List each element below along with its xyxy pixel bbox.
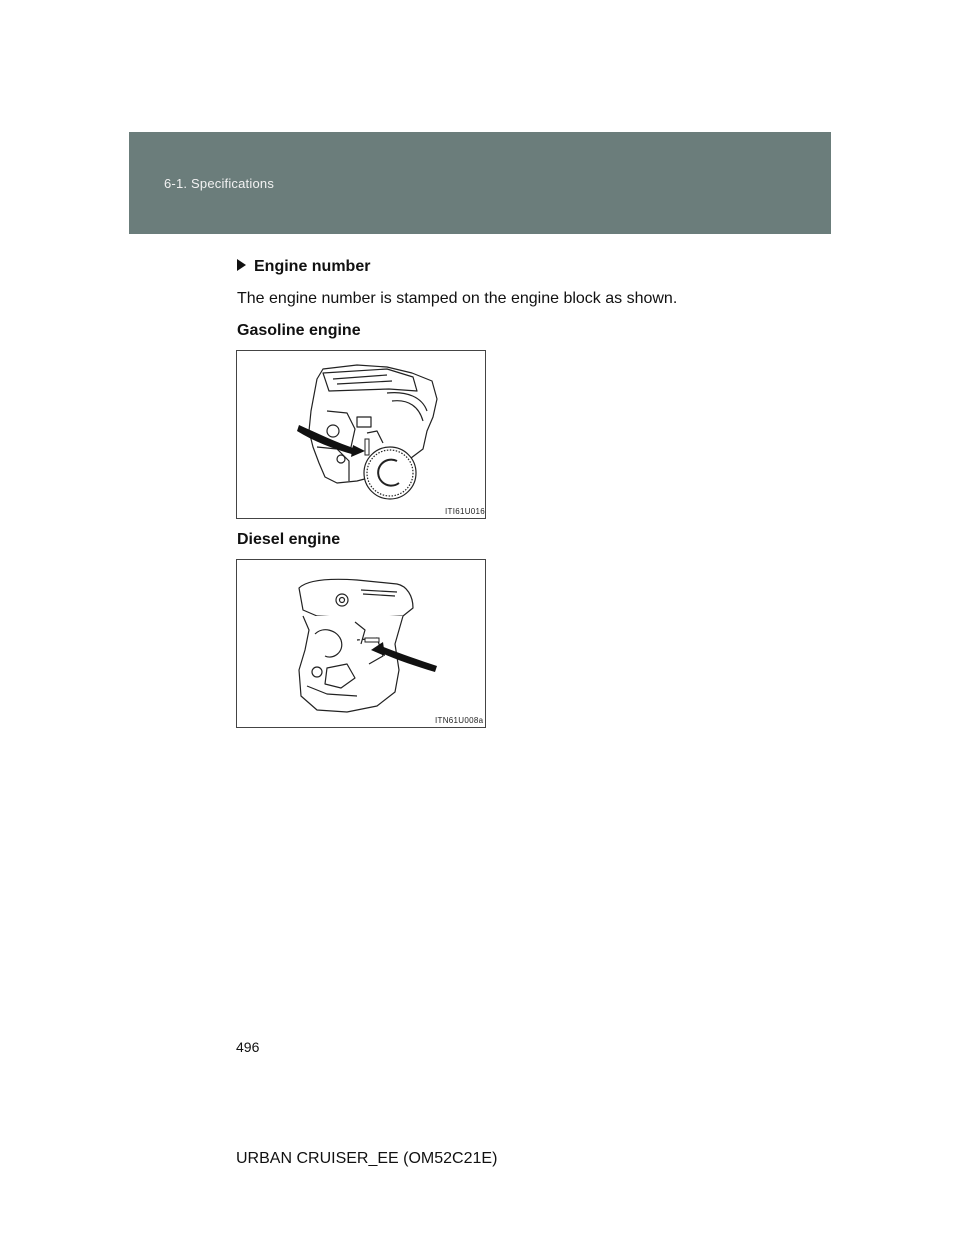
engine-number-heading [237, 258, 370, 276]
description-text: The engine number is stamped on the engine block as shown. [237, 290, 678, 307]
figure-code: ITN61U008a [435, 716, 484, 725]
gasoline-engine-figure [236, 350, 486, 519]
heading-text: Engine number [254, 258, 371, 275]
diesel-engine-illustration [237, 560, 485, 727]
figure-code: ITI61U016 [445, 507, 486, 516]
diesel-engine-label: Diesel engine [237, 531, 341, 548]
page-number: 496 [236, 1039, 260, 1055]
section-title: 6-1. Specifications [164, 176, 275, 191]
gasoline-engine-label: Gasoline engine [237, 322, 361, 339]
gasoline-engine-illustration [237, 351, 485, 518]
diesel-engine-figure [236, 559, 486, 728]
bullet-arrow-icon [237, 259, 246, 271]
model-code: URBAN CRUISER_EE (OM52C21E) [236, 1150, 498, 1167]
